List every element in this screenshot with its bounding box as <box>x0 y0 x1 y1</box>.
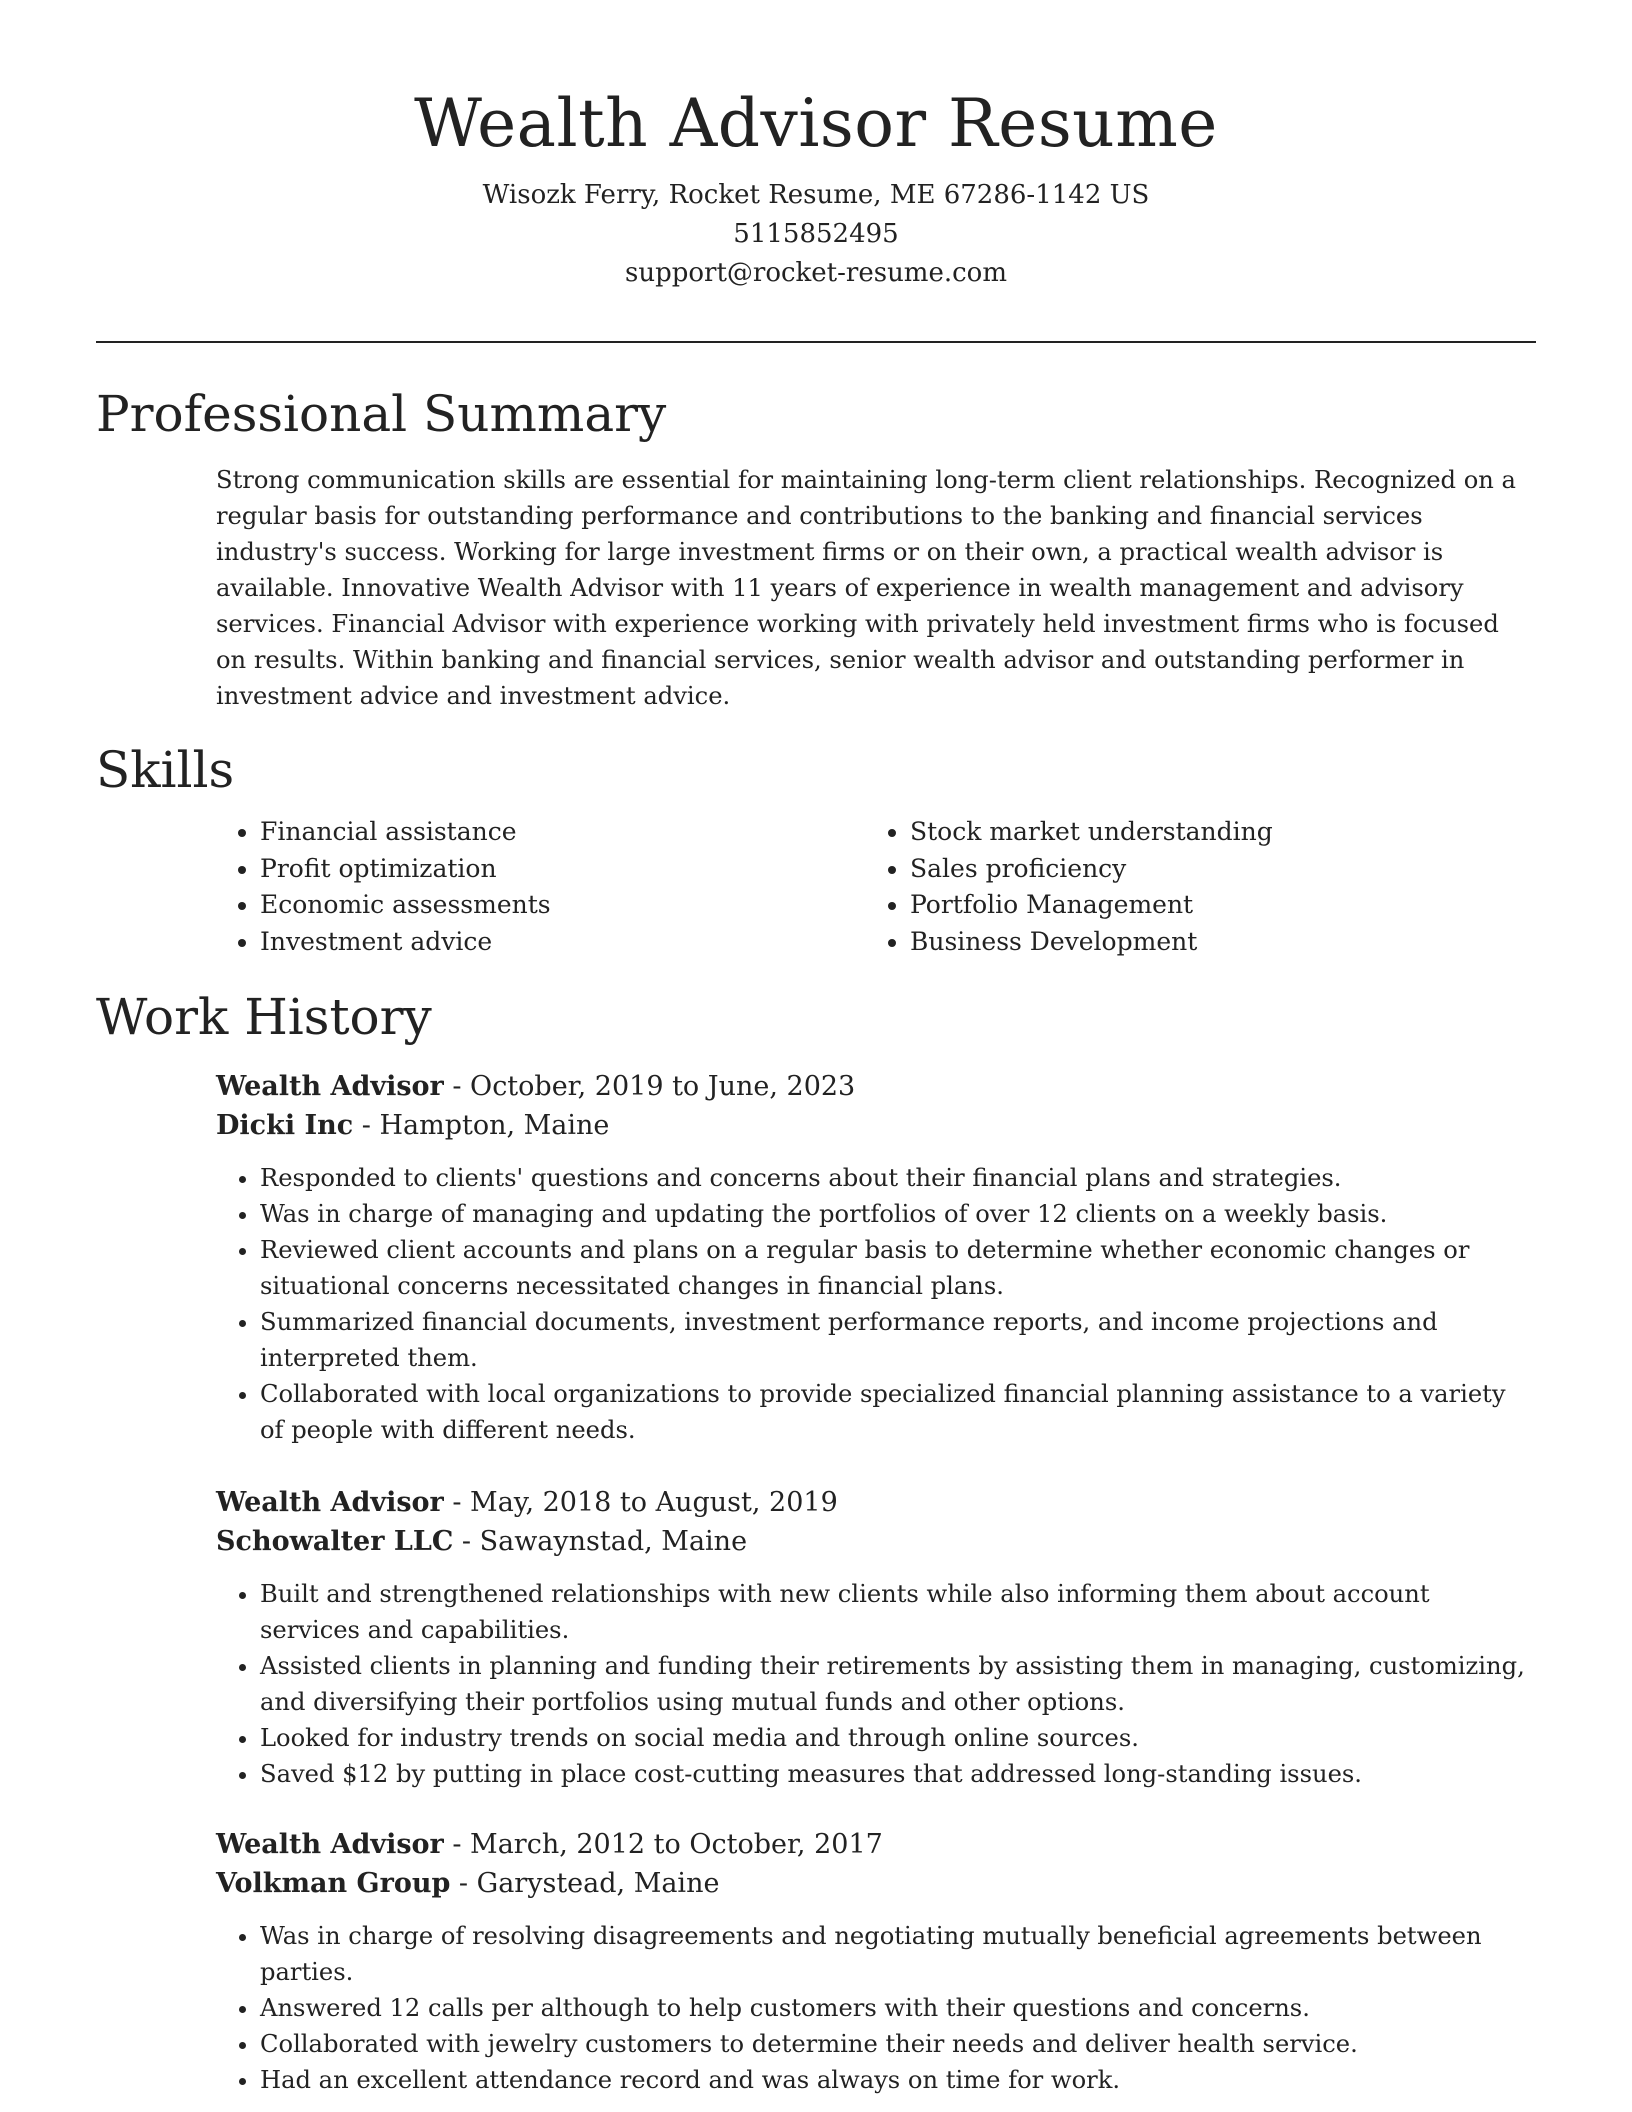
job-bullet: • Collaborated with jewelry customers to determine their needs and deliver health service. <box>260 2026 1526 2062</box>
job-title: Wealth Advisor <box>216 1829 444 1860</box>
job-dates: - October, 2019 to June, 2023 <box>443 1071 856 1102</box>
job-bullet: • Collaborated with local organizations to provide specialized financial planning assistance to a variety of people with different needs. <box>260 1376 1526 1448</box>
skills-column-right <box>866 814 1516 960</box>
job-title: Wealth Advisor <box>216 1071 444 1102</box>
job-company-line <box>216 1864 1526 1903</box>
skills-heading: Skills <box>96 741 235 799</box>
job-title: Wealth Advisor <box>216 1487 444 1518</box>
contact-address: Wisozk Ferry, Rocket Resume, ME 67286-1142 US <box>482 180 1150 210</box>
job-bullet: • Was in charge of managing and updating the portfolios of over 12 clients on a weekly basis. <box>260 1196 1526 1232</box>
job-bullets <box>216 1918 1526 2098</box>
job-entry <box>216 1067 1526 1448</box>
job-location: - Garystead, Maine <box>450 1868 720 1899</box>
skill-item: • Portfolio Management <box>910 887 1516 924</box>
job-company-line <box>216 1106 1526 1145</box>
skill-item: • Business Development <box>910 924 1516 961</box>
job-title-line <box>216 1825 1526 1864</box>
skills-column-left <box>216 814 866 960</box>
job-bullets <box>216 1160 1526 1448</box>
job-bullet: • Assisted clients in planning and funding their retirements by assisting them in managing, customizing, and diversifying their portfolios using mutual funds and other options. <box>260 1648 1526 1720</box>
skill-item: • Sales proficiency <box>910 851 1516 888</box>
skill-item: • Profit optimization <box>260 851 866 888</box>
job-company: Schowalter LLC <box>216 1526 454 1557</box>
job-company: Dicki Inc <box>216 1110 354 1141</box>
resume-title: Wealth Advisor Resume <box>414 85 1218 162</box>
job-bullets <box>216 1576 1526 1792</box>
job-dates: - May, 2018 to August, 2019 <box>443 1487 838 1518</box>
skill-item: • Stock market understanding <box>910 814 1516 851</box>
job-bullet: • Reviewed client accounts and plans on a regular basis to determine whether economic changes or situational concerns necessitated changes in financial plans. <box>260 1232 1526 1304</box>
skill-item: • Financial assistance <box>260 814 866 851</box>
header-divider <box>96 341 1536 343</box>
resume-header <box>96 80 1536 293</box>
work-history-heading: Work History <box>96 988 432 1046</box>
job-bullet: • Summarized financial documents, investment performance reports, and income projections and interpreted them. <box>260 1304 1526 1376</box>
skills-list <box>216 814 1526 960</box>
skill-item: • Economic assessments <box>260 887 866 924</box>
job-location: - Sawaynstad, Maine <box>453 1526 748 1557</box>
job-location: - Hampton, Maine <box>353 1110 610 1141</box>
job-dates: - March, 2012 to October, 2017 <box>443 1829 883 1860</box>
job-bullet: • Looked for industry trends on social media and through online sources. <box>260 1720 1526 1756</box>
job-bullet: • Built and strengthened relationships with new clients while also informing them about account services and capabilities. <box>260 1576 1526 1648</box>
job-bullet: • Saved $12 by putting in place cost-cutting measures that addressed long-standing issues. <box>260 1756 1526 1792</box>
job-title-line <box>216 1067 1526 1106</box>
job-company-line <box>216 1522 1526 1561</box>
skill-item: • Investment advice <box>260 924 866 961</box>
job-entry <box>216 1483 1526 1792</box>
job-bullet: • Answered 12 calls per although to help customers with their questions and concerns. <box>260 1990 1526 2026</box>
job-entry <box>216 1825 1526 2098</box>
contact-email: support@rocket-resume.com <box>624 258 1007 288</box>
job-bullet: • Was in charge of resolving disagreements and negotiating mutually beneficial agreements between parties. <box>260 1918 1526 1990</box>
job-company: Volkman Group <box>216 1868 451 1899</box>
contact-phone: 5115852495 <box>733 219 899 249</box>
summary-heading: Professional Summary <box>96 385 667 443</box>
job-title-line <box>216 1483 1526 1522</box>
job-bullet: • Responded to clients' questions and concerns about their financial plans and strategies. <box>260 1160 1526 1196</box>
summary-text: Strong communication skills are essential for maintaining long-term client relationships. Recognized on a regular basis for outstanding performance and contributions to the banking and financial services industry's success. Working for large investment firms or on their own, a practical wealth advisor is available. Innovative Wealth Advisor with 11 years of experience in wealth management and advisory services. Financial Advisor with experience working with privately held investment firms who is focused on results. Within banking and financial services, senior wealth advisor and outstanding performer in investment advice and investment advice. <box>216 466 1516 710</box>
job-bullet: • Had an excellent attendance record and was always on time for work. <box>260 2062 1526 2098</box>
